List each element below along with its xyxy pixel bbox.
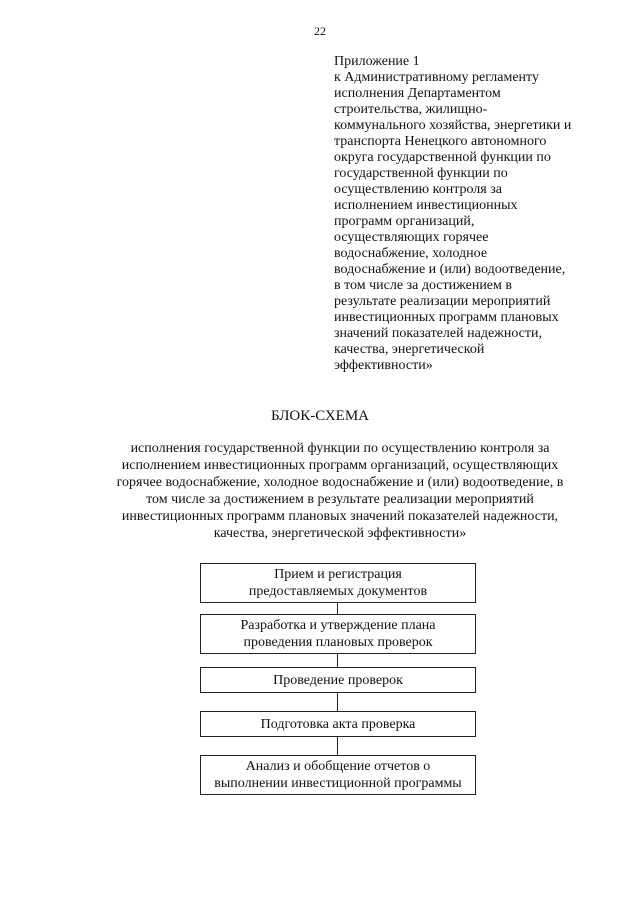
- flow-connector: [337, 693, 338, 711]
- appendix-line: строительства, жилищно-: [334, 102, 488, 117]
- flow-step-line: Проведение проверок: [273, 673, 403, 688]
- description-line: исполнения государственной функции по осуществлению контроля за: [130, 441, 550, 456]
- description-line: горячее водоснабжение, холодное водоснабжение и (или) водоотведение, в: [116, 475, 564, 490]
- appendix-line: в том числе за достижением в: [334, 278, 512, 293]
- appendix-line: исполнением инвестиционных: [334, 198, 518, 213]
- flow-step-line: Анализ и обобщение отчетов о: [245, 759, 431, 774]
- description-line: исполнением инвестиционных программ организаций, осуществляющих: [121, 458, 559, 473]
- flow-step-line: проведения плановых проверок: [243, 635, 433, 650]
- description-line: инвестиционных программ плановых значений показателей надежности,: [121, 509, 559, 524]
- appendix-line: государственной функции по: [334, 166, 508, 181]
- appendix-line: водоснабжение и (или) водоотведение,: [334, 262, 566, 277]
- flow-connector: [337, 603, 338, 614]
- appendix-line: округа государственной функции по: [334, 150, 551, 165]
- flow-step-plan: [200, 614, 476, 654]
- description-line: качества, энергетической эффективности»: [213, 526, 467, 541]
- appendix-line: программ организаций,: [334, 214, 475, 229]
- description-line: том числе за достижением в результате реализации мероприятий: [146, 492, 534, 507]
- appendix-line: значений показателей надежности,: [334, 326, 542, 341]
- flow-step-line: предоставляемых документов: [248, 584, 428, 599]
- appendix-line: Приложение 1: [334, 54, 420, 69]
- flow-step-inspection: [200, 667, 476, 693]
- appendix-line: к Административному регламенту: [334, 70, 539, 85]
- appendix-line: эффективности»: [334, 358, 433, 373]
- appendix-line: осуществлению контроля за: [334, 182, 502, 197]
- appendix-line: инвестиционных программ плановых: [334, 310, 559, 325]
- page-number: 22: [314, 24, 326, 38]
- flow-connector: [337, 654, 338, 667]
- flow-step-line: выполнении инвестиционной программы: [214, 776, 462, 791]
- appendix-line: водоснабжение, холодное: [334, 246, 488, 261]
- flow-step-analysis: [200, 755, 476, 795]
- appendix-line: результате реализации мероприятий: [334, 294, 551, 309]
- flow-step-act: [200, 711, 476, 737]
- flow-connector: [337, 737, 338, 755]
- flow-step-reception: [200, 563, 476, 603]
- flow-step-line: Подготовка акта проверка: [260, 717, 416, 732]
- appendix-line: исполнения Департаментом: [334, 86, 501, 101]
- appendix-line: транспорта Ненецкого автономного: [334, 134, 547, 149]
- appendix-line: осуществляющих горячее: [334, 230, 489, 245]
- appendix-line: качества, энергетической: [334, 342, 485, 357]
- flow-step-line: Прием и регистрация: [274, 567, 402, 582]
- flow-step-line: Разработка и утверждение плана: [240, 618, 436, 633]
- appendix-line: коммунального хозяйства, энергетики и: [334, 118, 572, 133]
- scheme-title: БЛОК-СХЕМА: [270, 408, 370, 424]
